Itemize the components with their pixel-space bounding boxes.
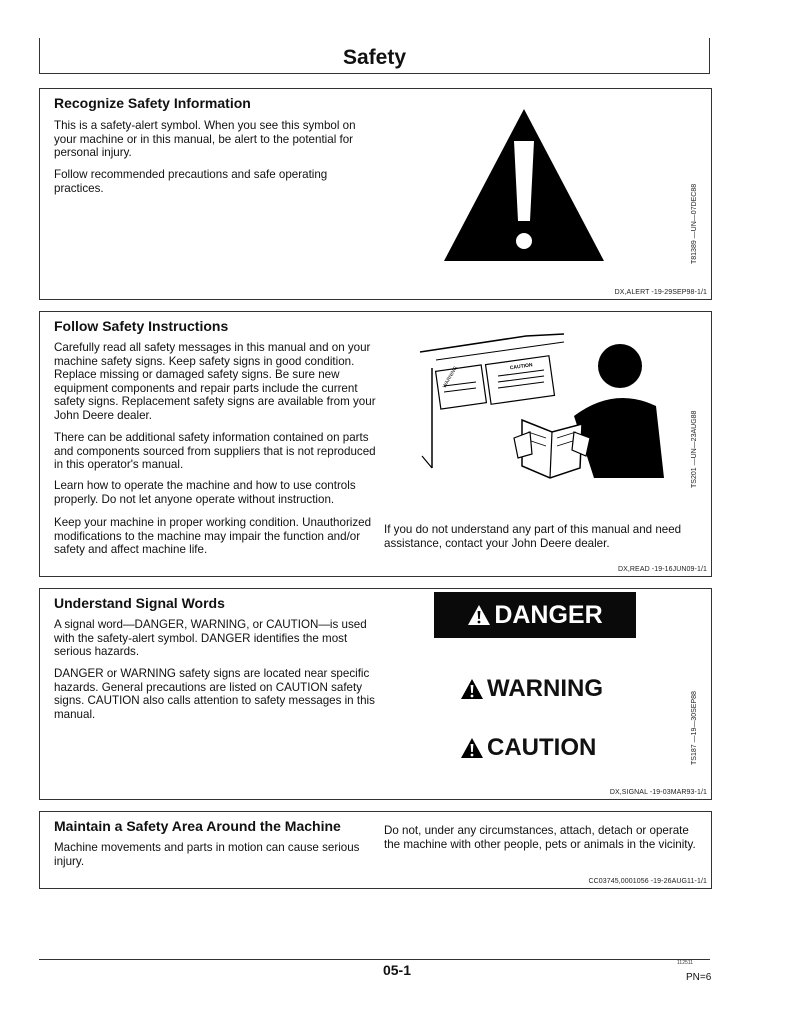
section-safety-area — [39, 811, 712, 889]
safety-alert-icon — [438, 103, 610, 265]
warning-sign-label: WARNING — [441, 365, 459, 390]
page-number: 05-1 — [382, 962, 412, 978]
section-title: Maintain a Safety Area Around the Machine — [54, 818, 341, 834]
danger-sign — [434, 592, 636, 638]
paragraph: Follow recommended precautions and safe operating practices. — [54, 168, 328, 195]
paragraph: Machine movements and parts in motion can cause serious injury. — [54, 841, 360, 868]
section-follow-instructions — [39, 311, 712, 577]
section-signal-words — [39, 588, 712, 800]
image-code: T81389 —UN—07DEC88 — [691, 183, 698, 264]
reference-code: DX,SIGNAL -19-03MAR93-1/1 — [609, 789, 707, 796]
page-title: Safety — [342, 46, 407, 69]
reference-code: DX,ALERT -19-29SEP98-1/1 — [614, 289, 707, 296]
section-title: Recognize Safety Information — [54, 95, 251, 111]
danger-label: DANGER — [494, 600, 603, 629]
image-code: TS187 —19—30SEP88 — [691, 691, 698, 765]
reference-code: DX,READ -19-16JUN09-1/1 — [617, 566, 707, 573]
section-title: Understand Signal Words — [54, 595, 225, 611]
warning-sign — [460, 675, 603, 703]
paragraph: Do not, under any circumstances, attach, detach or operate the machine with other people, pets or animals in the vicinity. — [384, 824, 696, 851]
reference-code: CC03745,0001056 -19-26AUG11-1/1 — [588, 878, 707, 885]
safety-alert-icon — [467, 604, 491, 626]
person-reading-manual-icon — [414, 328, 670, 488]
pn-label: PN=6 — [686, 972, 712, 983]
section-recognize-safety — [39, 88, 712, 300]
paragraph: There can be additional safety information contained on parts and components sourced from suppliers that is not reproduced in this operator's manual. — [54, 431, 376, 472]
warning-label: WARNING — [487, 675, 603, 702]
footer-rule — [39, 959, 710, 960]
caution-sign — [460, 734, 596, 762]
paragraph: If you do not understand any part of this manual and need assistance, contact your John Deere dealer. — [384, 523, 682, 550]
caution-label: CAUTION — [487, 734, 597, 761]
paragraph: A signal word—DANGER, WARNING, or CAUTION—is used with the safety-alert symbol. DANGER identifies the most serious hazards. — [54, 618, 367, 659]
page-header — [39, 38, 710, 74]
paragraph: This is a safety-alert symbol. When you see this symbol on your machine or in this manual, be alert to the potential for personal injury. — [54, 119, 356, 160]
paragraph: Carefully read all safety messages in this manual and on your machine safety signs. Keep safety signs in good condition. Replace missing or damaged safety signs. Be sure new equipment components and repair parts include the current safety signs. Replacement safety signs are available from your John Deere dealer. — [54, 341, 376, 422]
safety-alert-icon — [460, 737, 484, 759]
footer-code: 112511 — [677, 960, 693, 966]
safety-alert-icon — [460, 678, 484, 700]
paragraph: DANGER or WARNING safety signs are located near specific hazards. General precautions are listed on CAUTION safety signs. CAUTION also calls attention to safety messages in this manual. — [54, 667, 375, 721]
section-title: Follow Safety Instructions — [54, 318, 229, 334]
paragraph: Learn how to operate the machine and how to use controls properly. Do not let anyone operate without instruction. — [54, 479, 356, 506]
caution-sign-label: CAUTION — [509, 362, 533, 372]
image-code: TS201 —UN—23AUG88 — [691, 410, 698, 488]
paragraph: Keep your machine in proper working condition. Unauthorized modifications to the machine may impair the function and/or safety and affect machine life. — [54, 516, 372, 557]
